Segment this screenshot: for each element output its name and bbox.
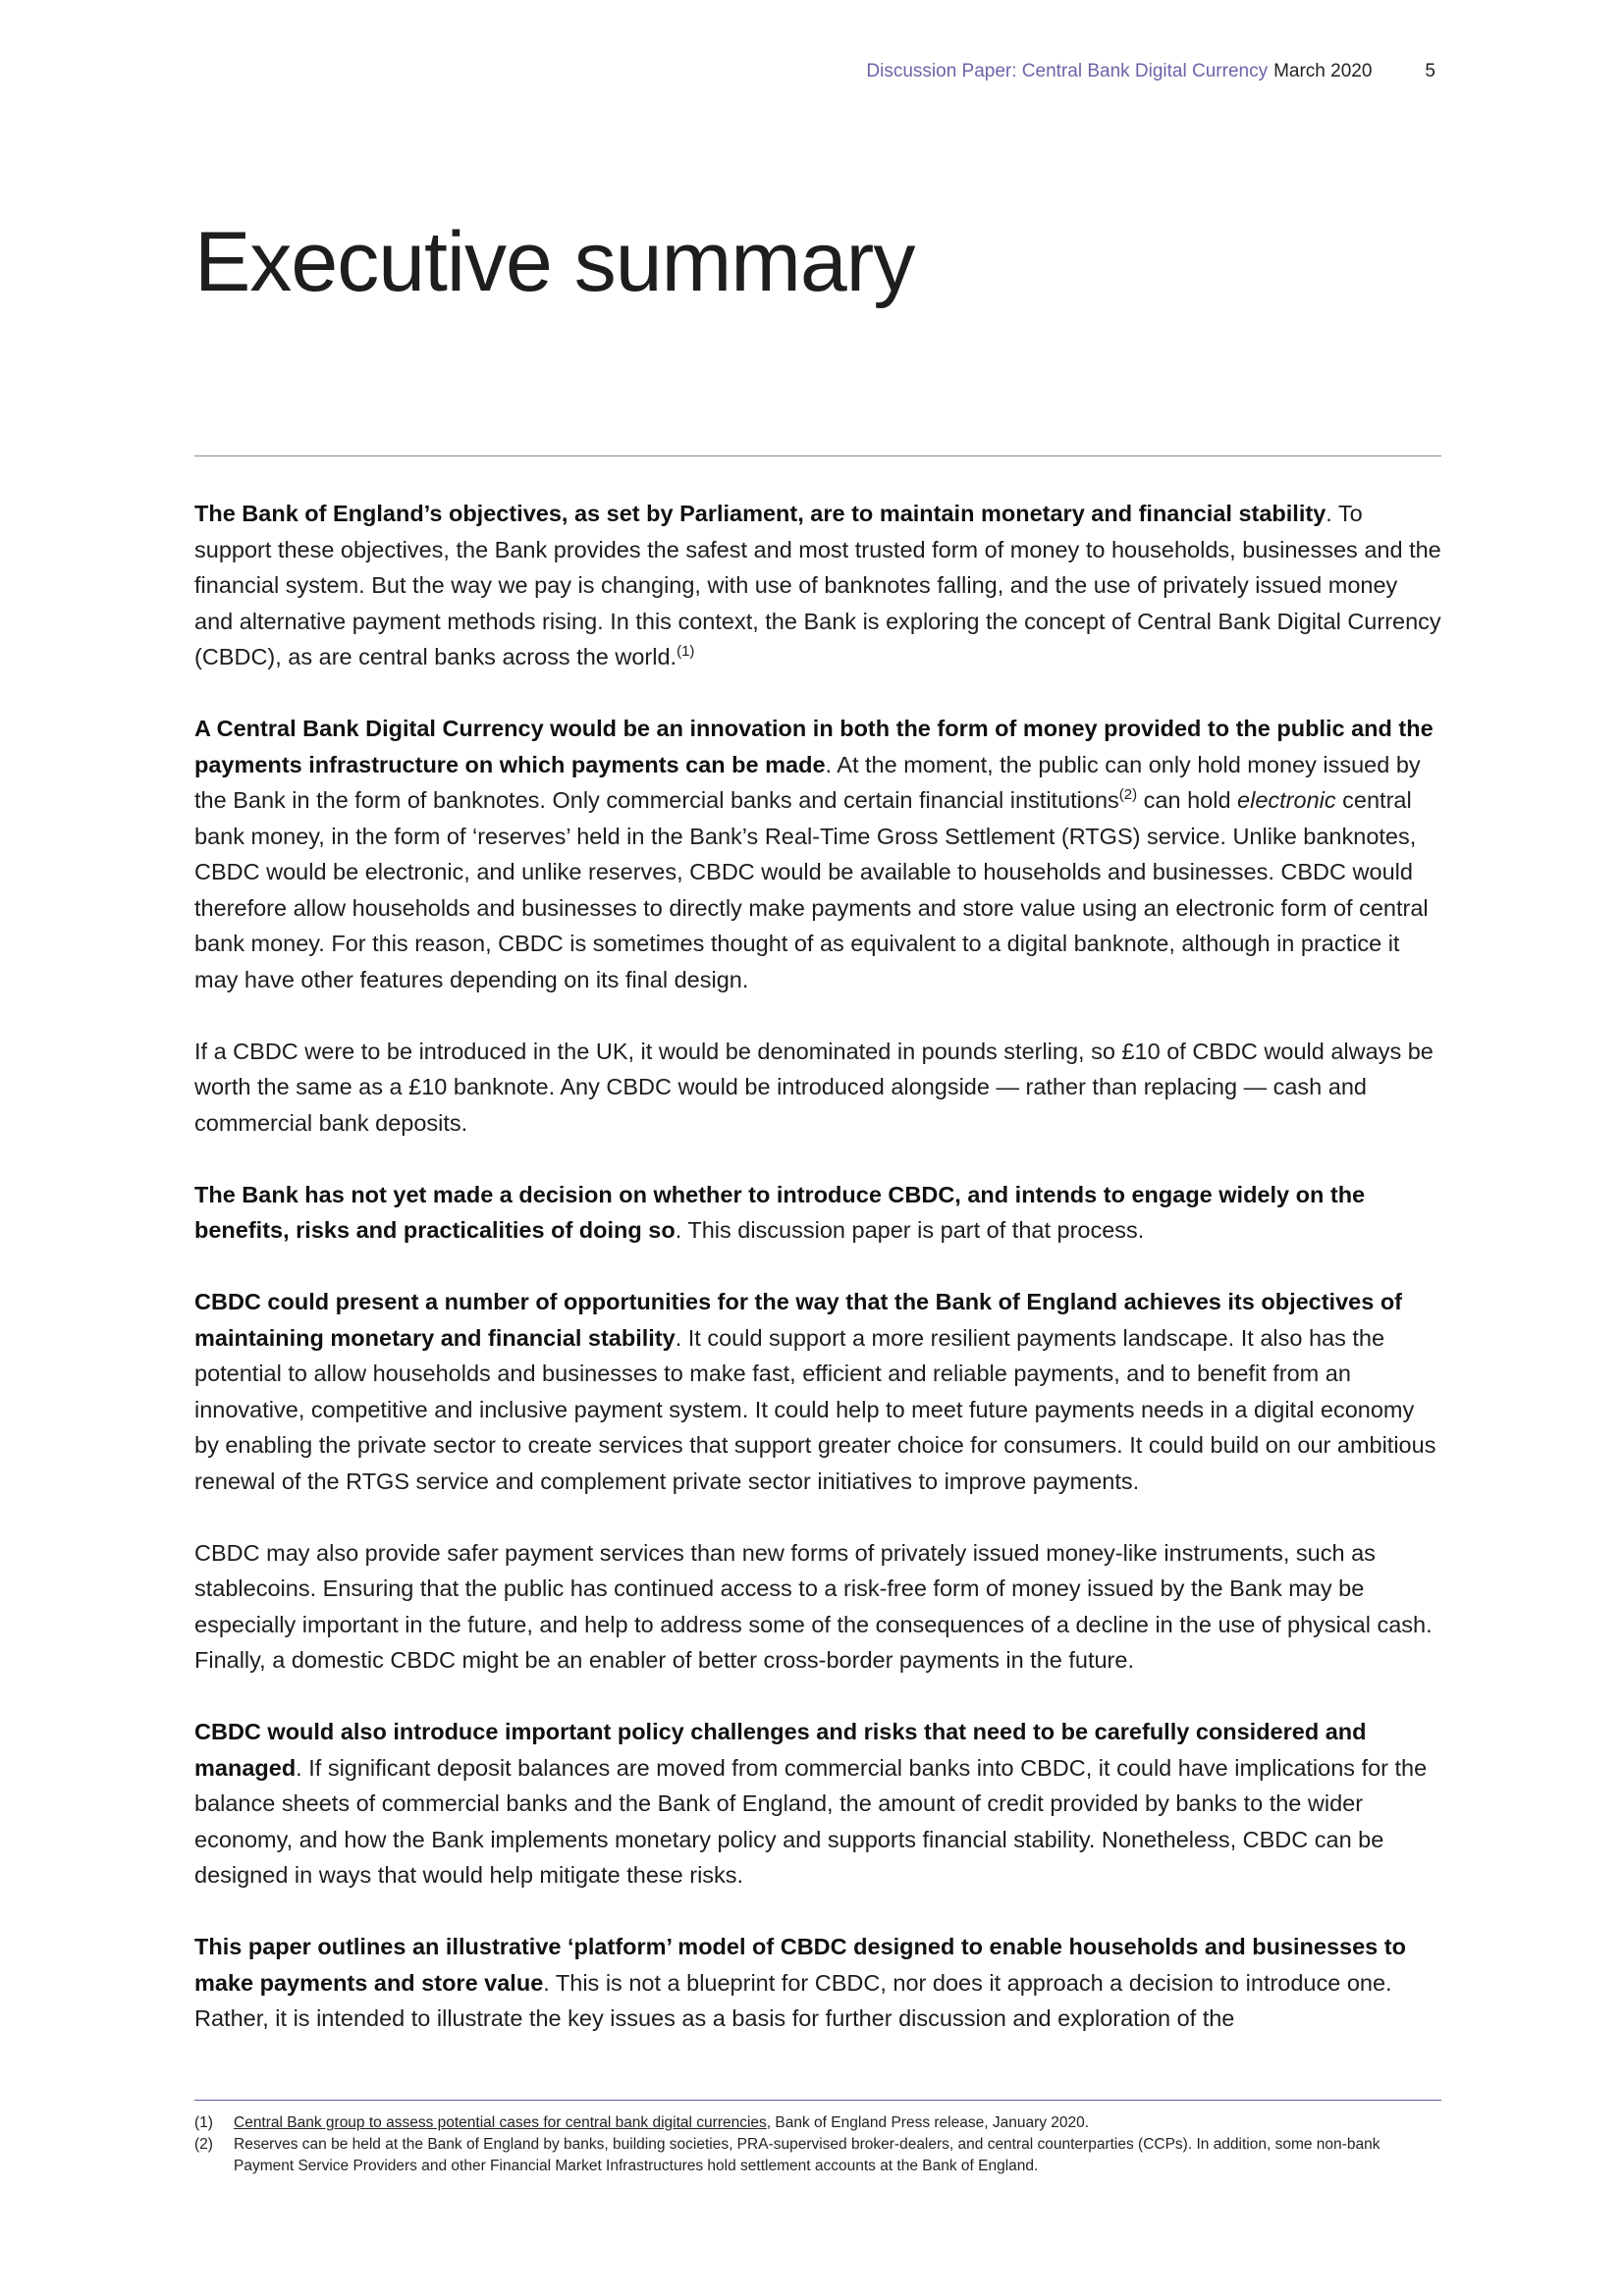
paragraph-text: If a CBDC were to be introduced in the UK, it would be denominated in pounds sterling, so £10 of CBDC would always be worth the same as a £10 banknote. Any CBDC would be introduced alongside — rather than replacing — cash and commercial bank deposits. — [194, 1038, 1434, 1136]
paragraph-objectives — [194, 496, 1441, 675]
page-number: 5 — [1425, 61, 1435, 81]
paragraph-denomination — [194, 1034, 1441, 1142]
footnote-text: Reserves can be held at the Bank of England by banks, building societies, PRA-supervised broker-dealers, and central counterparties (CCPs). In addition, some non-bank Payment Service Providers and other Financial Market Infrastructures hold settlement accounts at the Bank of England. — [234, 2136, 1380, 2174]
paragraph-risks — [194, 1714, 1441, 1894]
paragraph-lead: This paper outlines an illustrative ‘platform’ model of CBDC designed to enable households and businesses to make payments and store value — [194, 1934, 1406, 1996]
paragraph-safer-payments — [194, 1535, 1441, 1679]
footnotes — [194, 2112, 1441, 2177]
footnote-link[interactable]: Central Bank group to assess potential cases for central bank digital currencies — [234, 2114, 767, 2131]
title-divider — [194, 455, 1441, 456]
footnote-ref-2[interactable]: (2) — [1118, 786, 1138, 803]
paragraph-opportunities — [194, 1284, 1441, 1499]
paragraph-lead: A Central Bank Digital Currency would be an innovation in both the form of money provided to the public and the payments infrastructure on which payments can be made — [194, 716, 1434, 777]
summary-body — [194, 496, 1441, 2072]
paragraph-lead: CBDC would also introduce important policy challenges and risks that need to be carefully considered and managed — [194, 1719, 1367, 1781]
header-doc-title: Discussion Paper: Central Bank Digital Currency — [866, 61, 1269, 81]
paragraph-cbdc-innovation — [194, 711, 1441, 997]
paragraph-text: . It could support a more resilient payments landscape. It also has the potential to allow households and businesses to make fast, efficient and reliable payments, and to benefit from an innovative, competitive and inclusive payment system. It could help to meet future payments needs in a digital economy by enabling the private sector to create services that support greater choice for consumers. It could build on our ambitious renewal of the RTGS service and complement private sector initiatives to improve payments. — [194, 1324, 1436, 1494]
paragraph-text: CBDC may also provide safer payment services than new forms of privately issued money-like instruments, such as stablecoins. Ensuring that the public has continued access to a risk-free form of money issued by the Bank may be especially important in the future, and help to address some of the consequences of a decline in the use of physical cash. Finally, a domestic CBDC might be an enabler of better cross-border payments in the future. — [194, 1539, 1433, 1673]
paragraph-lead: CBDC could present a number of opportunities for the way that the Bank of England achieves its objectives of maintaining monetary and financial stability — [194, 1289, 1403, 1351]
footnote-ref-1[interactable]: (1) — [677, 643, 695, 660]
page-title: Executive summary — [194, 215, 915, 309]
paragraph-text: . At the moment, the public can only hold money issued by the Bank in the form of banknotes. Only commercial banks and certain financial institutions — [194, 751, 1421, 813]
footnote-number: (1) — [194, 2114, 213, 2131]
running-header — [866, 61, 1435, 82]
paragraph-text: . This is not a blueprint for CBDC, nor does it approach a decision to introduce one. Rather, it is intended to illustrate the key issues as a basis for further discussion and exploration of the — [194, 1969, 1392, 2031]
paragraph-lead: The Bank has not yet made a decision on whether to introduce CBDC, and intends to engage widely on the benefits, risks and practicalities of doing so — [194, 1181, 1366, 1243]
header-date: March 2020 — [1273, 61, 1373, 81]
paragraph-platform-model — [194, 1929, 1441, 2037]
footnote-1 — [194, 2112, 1441, 2134]
paragraph-text: . To support these objectives, the Bank provides the safest and most trusted form of money to households, businesses and the financial system. But the way we pay is changing, with use of banknotes falling, and the use of privately issued money and alternative payment methods rising. In this context, the Bank is exploring the concept of Central Bank Digital Currency (CBDC), as are central banks across the world. — [194, 501, 1441, 669]
paragraph-lead: The Bank of England’s objectives, as set by Parliament, are to maintain monetary and financial stability — [194, 501, 1326, 526]
footnote-number: (2) — [194, 2136, 213, 2153]
footnote-text: , Bank of England Press release, January 2020. — [766, 2114, 1090, 2131]
paragraph-text: . If significant deposit balances are moved from commercial banks into CBDC, it could have implications for the balance sheets of commercial banks and the Bank of England, the amount of credit provided by banks to the wider economy, and how the Bank implements monetary policy and supports financial stability. Nonetheless, CBDC can be designed in ways that would help mitigate these risks. — [194, 1754, 1428, 1888]
emphasis-text: electronic — [1237, 787, 1336, 813]
paragraph-text: . This discussion paper is part of that process. — [675, 1217, 1145, 1243]
paragraph-text: central bank money, in the form of ‘reserves’ held in the Bank’s Real-Time Gross Settlement (RTGS) service. Unlike banknotes, CBDC would be electronic, and unlike reserves, CBDC would be available to households and businesses. CBDC would therefore allow households and businesses to directly make payments and store value using an electronic form of central bank money. For this reason, CBDC is sometimes thought of as equivalent to a digital banknote, although in practice it may have other features depending on its final design. — [194, 787, 1429, 992]
paragraph-no-decision — [194, 1177, 1441, 1249]
footnote-divider — [194, 2100, 1441, 2101]
footnote-2 — [194, 2134, 1441, 2177]
paragraph-text: can hold — [1137, 787, 1238, 813]
